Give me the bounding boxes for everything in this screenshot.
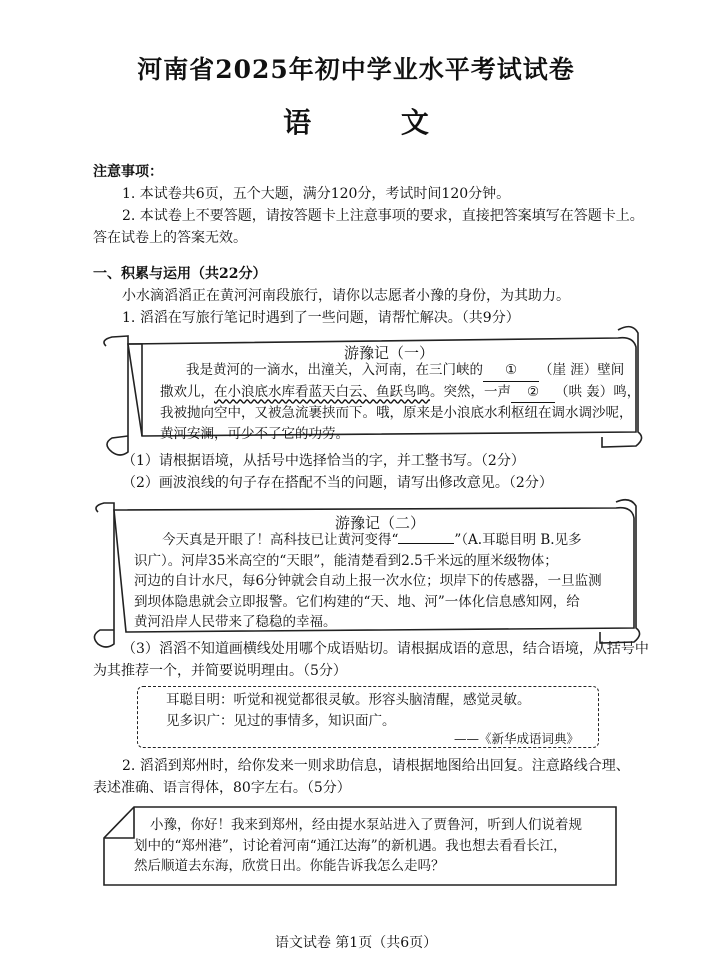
notice-heading: 注意事项： (93, 164, 163, 180)
page-footer: 语文试卷 第1页（共6页） (274, 935, 438, 951)
message-line-3: 然后顺道去东海，欣赏日出。你能告诉我怎么走吗？ (134, 858, 445, 874)
journal-1-line-2c: （哄 轰）鸣， (555, 383, 641, 400)
exam-title: 河南省2025年初中学业水平考试试卷 (137, 55, 575, 84)
journal-1-line-1a: 我是黄河的一滴水，出潼关，入河南，在三门峡的 (186, 362, 483, 378)
dictionary-entry-2: 见多识广：见过的事情多，知识面广。 (166, 713, 396, 729)
journal-2-body (134, 530, 602, 633)
journal-1-line-4: 黄河安澜，可少不了它的功劳。 (160, 425, 349, 442)
journal-2-line-1a: 今天真是开眼了！高科技已让黄河变得“ (162, 532, 399, 548)
journal-2-line-3: 河边的自计水尺，每6分钟就会自动上报一次水位；坝岸下的传感器，一旦监测 (134, 573, 602, 589)
question-2-cont: 表述准确、语言得体，80字左右。（5分） (93, 780, 351, 796)
dictionary-source: ——《新华成语词典》 (454, 731, 580, 746)
journal-1-line-2b: 。突然，一声 (430, 383, 511, 400)
journal-1-line-2a: 撒欢儿， (160, 383, 214, 400)
journal-2-line-5: 黄河沿岸人民带来了稳稳的幸福。 (134, 614, 337, 630)
question-2: 2. 滔滔到郑州时，给你发来一则求助信息，请根据地图给出回复。注意路线合理、 (122, 758, 630, 774)
journal-2-line-4: 到坝体隐患就会立即报警。它们构建的“天、地、河”一体化信息感知网，给 (134, 593, 580, 610)
journal-1-line-1b: （崖 涯）壁间 (539, 362, 625, 378)
help-message (134, 815, 582, 877)
idiom-blank (398, 530, 454, 544)
question-1-part-3: （3）滔滔不知道画横线处用哪个成语贴切。请根据成语的意思，结合语境，从括号中 (122, 641, 649, 657)
question-1-part-2: （2）画波浪线的句子存在搭配不当的问题，请写出修改意见。（2分） (122, 475, 553, 491)
blank-mark-2: ② (511, 382, 555, 404)
section-1-intro: 小水滴滔滔正在黄河河南段旅行，请你以志愿者小豫的身份，为其助力。 (122, 288, 570, 304)
question-1-part-3-cont: 为其推荐一个，并简要说明理由。（5分） (93, 663, 347, 679)
dictionary-entry-1: 耳聪目明：听觉和视觉都很灵敏。形容头脑清醒，感觉灵敏。 (166, 692, 531, 708)
blank-mark-1: ① (483, 360, 539, 382)
journal-2-title: 游豫记（二） (334, 514, 425, 532)
message-line-1: 小豫，你好！我来到郑州，经由提水泵站进入了贾鲁河，听到人们说着规 (150, 817, 582, 833)
question-1: 1. 滔滔在写旅行笔记时遇到了一些问题，请帮忙解决。（共9分） (122, 310, 520, 326)
journal-2-line-2: 识广）。河岸35米高空的“天眼”，能清楚看到2.5千米远的厘米级物体； (134, 552, 558, 569)
section-1-heading: 一、积累与运用（共22分） (93, 266, 267, 282)
question-1-part-1: （1）请根据语境，从括号中选择恰当的字，并工整书写。（2分） (122, 453, 525, 469)
subject-title: 语 文 (283, 106, 469, 139)
message-line-2: 划中的“郑州港”，讨论着河南“通江达海”的新机遇。我也想去看看长江， (134, 837, 567, 854)
wavy-sentence: 在小浪底水库看蓝天白云、鱼跃鸟鸣 (214, 383, 430, 400)
notice-item-1: 1. 本试卷共6页，五个大题，满分120分，考试时间120分钟。 (122, 186, 511, 202)
journal-1-title: 游豫记（一） (343, 344, 434, 362)
journal-1-body (160, 360, 640, 444)
journal-1-line-3: 我被抛向空中，又被急流裹挟而下。哦，原来是小浪底水利枢纽在调水调沙呢， (160, 405, 633, 421)
notice-item-2-cont: 答在试卷上的答案无效。 (93, 230, 247, 246)
notice-item-2: 2. 本试卷上不要答题，请按答题卡上注意事项的要求，直接把答案填写在答题卡上。 (122, 208, 644, 224)
journal-2-line-1b: ”（A.耳聪目明 B.见多 (454, 532, 582, 548)
